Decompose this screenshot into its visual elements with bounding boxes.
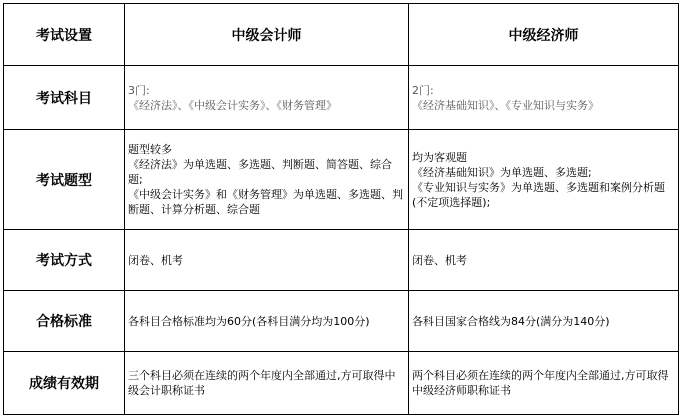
cell-line: 《中级会计实务》和《财务管理》为单选题、多选题、判断题、计算分析题、综合题 [128, 188, 403, 216]
header-exam-settings: 考试设置 [4, 4, 125, 66]
cell-line: 《经济基础知识》为单选题、多选题; [412, 165, 592, 179]
header-row [4, 4, 679, 66]
accountant-passing-standard-cell [125, 291, 409, 352]
cell-line: 三个科目必须在连续的两个年度内全部通过,方可取得中级会计职称证书 [128, 369, 396, 397]
header-intermediate-economist: 中级经济师 [409, 4, 679, 66]
comparison-table [3, 3, 679, 415]
cell-line: 两个科目必须在连续的两个年度内全部通过,方可取得中级经济师职称证书 [412, 369, 669, 397]
accountant-subjects-cell [125, 66, 409, 130]
cell-line: 《经济法》为单选题、多选题、判断题、简答题、综合题; [128, 158, 392, 186]
cell-line: 闭卷、机考 [128, 253, 183, 267]
row-label-passing-standard: 合格标准 [4, 291, 125, 352]
cell-line: 题型较多 [128, 143, 172, 156]
cell-line: 《专业知识与实务》为单选题、多选题和案例分析题(不定项选择题); [412, 180, 665, 209]
row-label-subjects: 考试科目 [4, 66, 125, 130]
table-row [4, 230, 679, 291]
header-intermediate-accountant: 中级会计师 [125, 4, 409, 66]
economist-subjects-cell [409, 66, 679, 130]
cell-line: 《经济基础知识》、《专业知识与实务》 [412, 98, 599, 112]
accountant-exam-format-cell [125, 230, 409, 291]
accountant-score-validity-cell [125, 352, 409, 415]
economist-exam-format-cell [409, 230, 679, 291]
table-row [4, 130, 679, 230]
cell-line: 3门: [128, 83, 150, 97]
cell-line: 闭卷、机考 [412, 253, 467, 267]
table-row [4, 291, 679, 352]
row-label-exam-format: 考试方式 [4, 230, 125, 291]
cell-line: 均为客观题 [412, 150, 467, 164]
accountant-question-types-cell [125, 130, 409, 230]
cell-line: 各科目合格标准均为60分(各科目满分均为100分) [128, 314, 370, 328]
row-label-question-types: 考试题型 [4, 130, 125, 230]
economist-passing-standard-cell [409, 291, 679, 352]
economist-question-types-cell [409, 130, 679, 230]
cell-line: 《经济法》、《中级会计实务》、《财务管理》 [128, 98, 337, 112]
economist-score-validity-cell [409, 352, 679, 415]
table-row [4, 352, 679, 415]
row-label-score-validity: 成绩有效期 [4, 352, 125, 415]
cell-line: 2门: [412, 83, 434, 97]
table-row [4, 66, 679, 130]
cell-line: 各科目国家合格线为84分(满分为140分) [412, 314, 610, 328]
